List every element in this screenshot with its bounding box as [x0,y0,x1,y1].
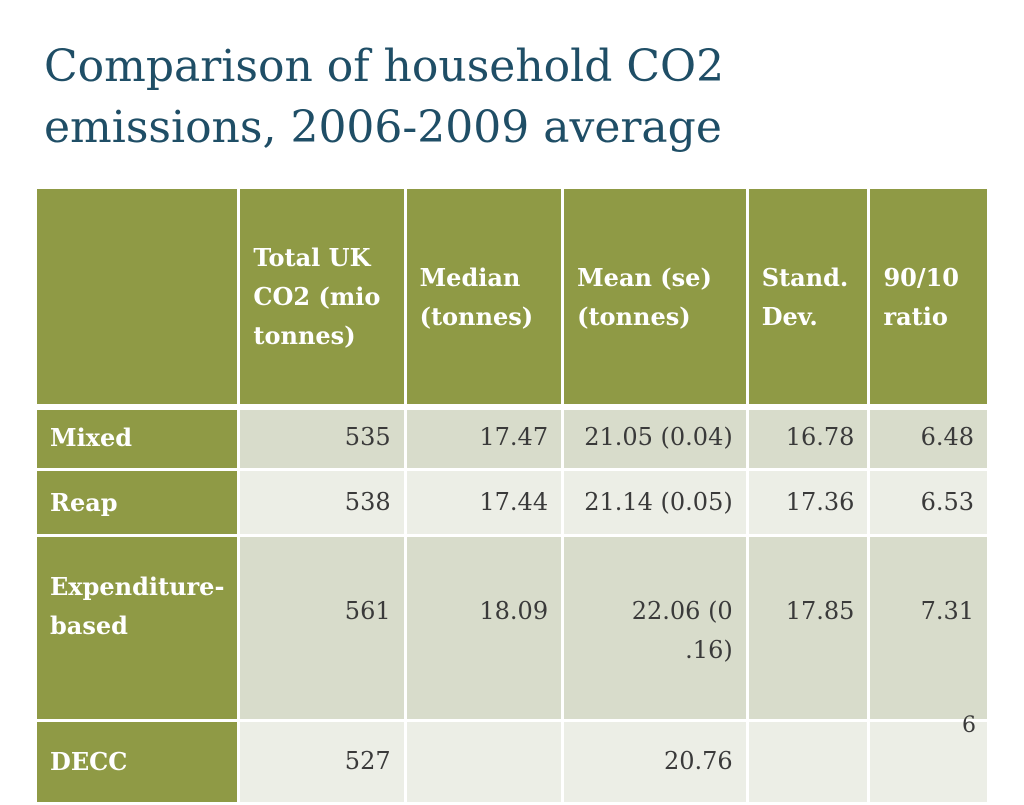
table-cell [407,722,562,802]
table-cell: 22.06 (0 .16) [564,537,746,719]
table-cell: 18.09 [407,537,562,719]
row-label: Mixed [37,410,237,468]
header-mean-se: Mean (se) (tonnes) [564,189,746,404]
table-row [37,410,987,468]
header-median: Median (tonnes) [407,189,562,404]
table-cell: 7.31 [870,537,987,719]
table-cell: 17.47 [407,410,562,468]
table-row [37,471,987,534]
header-cell-empty [37,189,237,404]
row-label: Expenditure-based [37,537,237,719]
table-cell: 17.44 [407,471,562,534]
page-number: 6 [962,713,976,738]
slide-title: Comparison of household CO2 emissions, 2006-2009 average [44,41,725,153]
table-cell: 21.05 (0.04) [564,410,746,468]
table-cell: 538 [240,471,403,534]
header-90-10-ratio: 90/10 ratio [870,189,987,404]
row-label: Reap [37,471,237,534]
emissions-table [34,186,990,805]
table-cell: 535 [240,410,403,468]
emissions-table-container [37,189,987,776]
table-cell: 17.36 [749,471,868,534]
table-cell: 6.53 [870,471,987,534]
header-total-uk-co2: Total UK CO2 (mio tonnes) [240,189,403,404]
table-cell: 6.48 [870,410,987,468]
table-cell: 16.78 [749,410,868,468]
table-cell: 561 [240,537,403,719]
row-label: DECC [37,722,237,802]
header-row [37,189,987,404]
table-cell: 20.76 [564,722,746,802]
table-cell: 21.14 (0.05) [564,471,746,534]
header-stand-dev: Stand. Dev. [749,189,868,404]
table-row [37,537,987,719]
table-cell: 17.85 [749,537,868,719]
table-cell [749,722,868,802]
table-row [37,722,987,802]
table-cell: 527 [240,722,403,802]
